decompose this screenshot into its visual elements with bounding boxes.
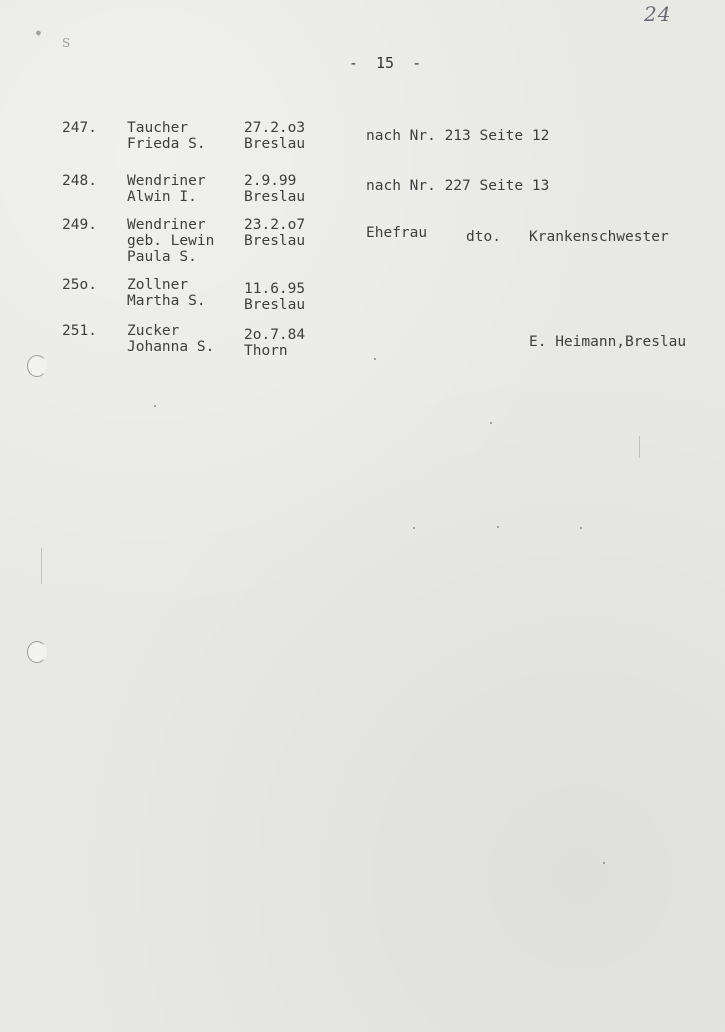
entry-given-name: Martha S. [127,293,206,309]
entry-number: 25o. [62,277,97,293]
entry-maiden-name: geb. Lewin [127,233,215,249]
entry-birth-date: 2.9.99 [244,173,297,189]
entry-birth [244,327,344,359]
entry-remark: nach Nr. 227 Seite 13 [366,178,550,194]
entry-number: 249. [62,217,97,233]
entry-given-name: Frieda S. [127,136,206,152]
list-item [0,323,725,363]
entry-number: 247. [62,120,97,136]
entry-birth-place: Thorn [244,343,288,359]
entry-birth-place: Breslau [244,233,306,249]
entry-name [127,277,237,309]
entry-surname: Zucker [127,323,180,339]
corner-speck: ● [36,28,41,37]
list-item [0,277,725,317]
list-item [0,217,725,269]
entry-birth-date: 11.6.95 [244,281,306,297]
paper-scratch [639,436,640,458]
entry-remark: nach Nr. 213 Seite 12 [366,128,550,144]
paper-speck [413,527,415,529]
entry-birth [244,281,344,313]
entry-birth [244,120,344,152]
entry-birth [244,173,344,205]
punch-hole-top [27,355,47,377]
corner-mark: S [62,36,71,50]
entry-given-name: Alwin I. [127,189,197,205]
entry-surname: Wendriner [127,217,206,233]
entry-surname: Wendriner [127,173,206,189]
paper-speck [154,405,156,407]
list-item [0,173,725,213]
punch-hole-bottom [27,641,47,663]
entry-relation: Ehefrau [366,225,428,241]
list-item [0,120,725,160]
entry-surname: Taucher [127,120,189,136]
entry-name [127,173,237,205]
entry-birth-date: 27.2.o3 [244,120,306,136]
page-number: - 15 - [348,54,422,72]
entry-name [127,217,237,265]
entry-given-name: Paula S. [127,249,197,265]
paper-speck [603,862,605,864]
handwritten-folio-number: 24 [644,2,672,26]
paper-speck [580,527,582,529]
paper-speck [374,358,376,360]
entry-given-name: Johanna S. [127,339,215,355]
entry-birth-place: Breslau [244,136,306,152]
entry-name [127,120,237,152]
entry-birth-place: Breslau [244,297,306,313]
entry-birth [244,217,344,249]
entry-ditto: dto. [466,229,501,245]
paper-speck [497,526,499,528]
entry-surname: Zollner [127,277,189,293]
entry-birth-place: Breslau [244,189,306,205]
entry-number: 251. [62,323,97,339]
entry-birth-date: 23.2.o7 [244,217,306,233]
entry-number: 248. [62,173,97,189]
paper-scratch [41,548,42,584]
entry-name [127,323,237,355]
paper-speck [490,422,492,424]
entry-occupation: Krankenschwester [529,229,669,245]
entry-signature: E. Heimann,Breslau [529,334,687,350]
entry-birth-date: 2o.7.84 [244,327,306,343]
